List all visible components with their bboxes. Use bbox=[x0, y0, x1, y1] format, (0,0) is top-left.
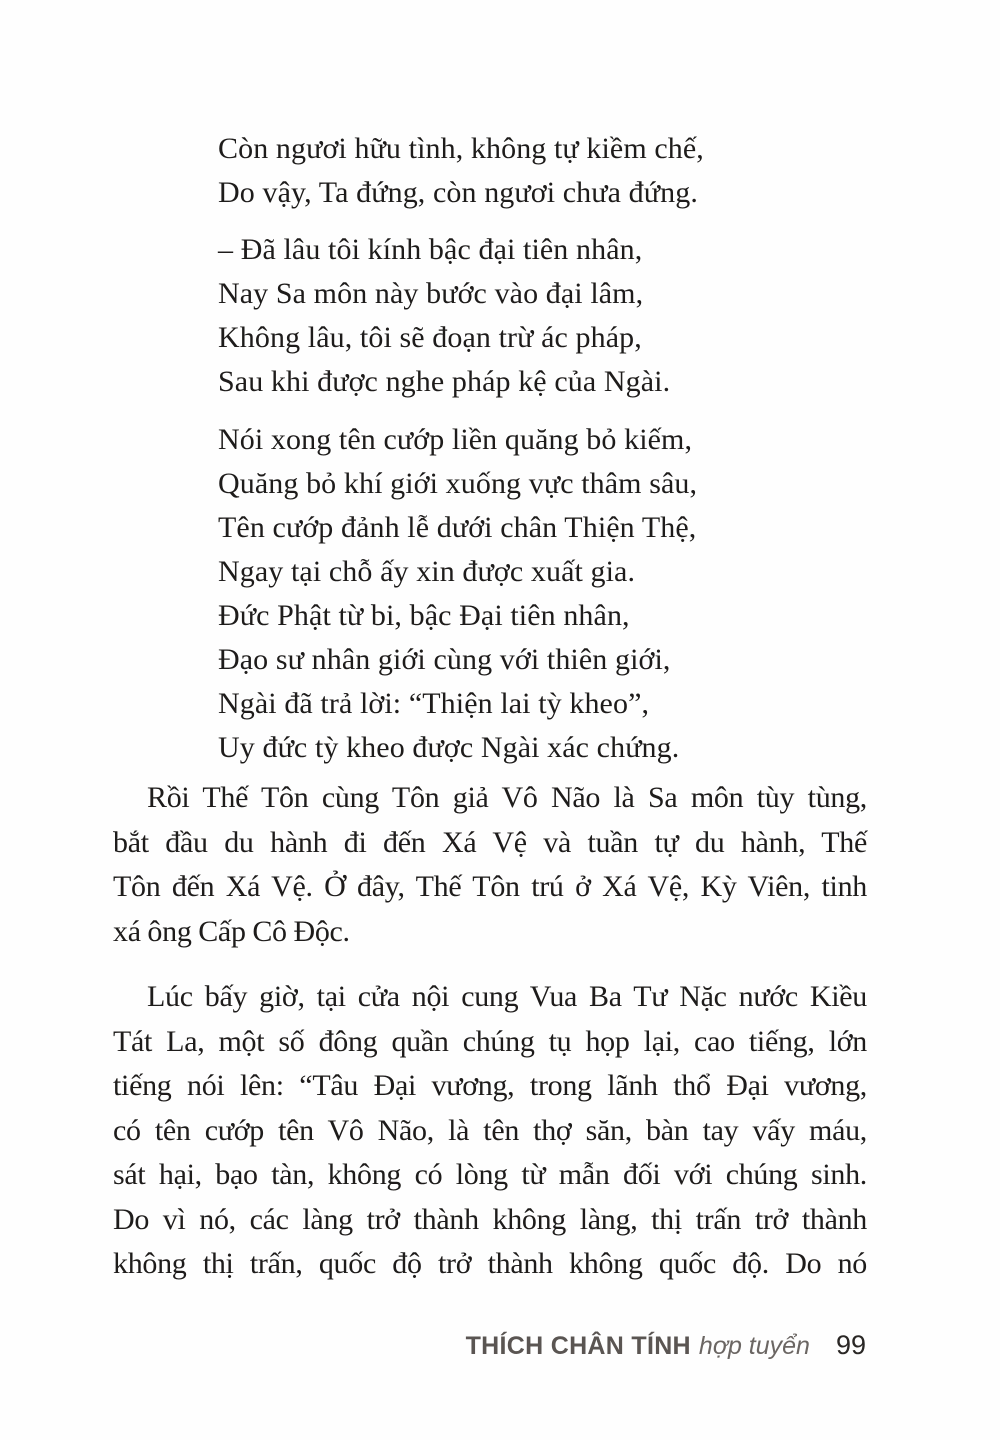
verse-line: Nay Sa môn này bước vào đại lâm, bbox=[218, 277, 644, 310]
paragraph-line: có tên cướp tên Vô Não, là tên thợ săn, bàn tay vấy máu, bbox=[113, 1113, 867, 1147]
paragraph-line: Rồi Thế Tôn cùng Tôn giả Vô Não là Sa môn tùy tùng, bbox=[147, 781, 867, 814]
footer-subtitle: hợp tuyển bbox=[698, 1332, 810, 1360]
verse-line: Không lâu, tôi sẽ đoạn trừ ác pháp, bbox=[218, 321, 642, 354]
paragraph-line: Tát La, một số đông quần chúng tụ họp lại, cao tiếng, lớn bbox=[113, 1024, 867, 1058]
paragraph-line: xá ông Cấp Cô Độc. bbox=[113, 914, 350, 948]
verse-stanza-2 bbox=[218, 228, 858, 404]
verse-line: Sau khi được nghe pháp kệ của Ngài. bbox=[218, 365, 671, 398]
page-footer bbox=[466, 1330, 866, 1361]
verse-line: Còn ngươi hữu tình, không tự kiềm chế, bbox=[218, 132, 704, 165]
paragraph-line: Tôn đến Xá Vệ. Ở đây, Thế Tôn trú ở Xá Vệ, Kỳ Viên, tinh bbox=[113, 870, 867, 903]
verse-stanza-3 bbox=[218, 418, 858, 770]
paragraph-2 bbox=[113, 975, 867, 1287]
paragraph-line: sát hại, bạo tàn, không có lòng từ mẫn đối với chúng sinh. bbox=[113, 1158, 867, 1191]
paragraph-1 bbox=[113, 776, 867, 954]
verse-line: Đạo sư nhân giới cùng với thiên giới, bbox=[218, 643, 671, 676]
paragraph-line: Lúc bấy giờ, tại cửa nội cung Vua Ba Tư Nặc nước Kiều bbox=[147, 980, 867, 1013]
verse-line: Quăng bỏ khí giới xuống vực thâm sâu, bbox=[218, 467, 698, 500]
paragraph-line: tiếng nói lên: “Tâu Đại vương, trong lãnh thổ Đại vương, bbox=[113, 1069, 867, 1102]
verse-line: Uy đức tỳ kheo được Ngài xác chứng. bbox=[218, 731, 680, 764]
verse-line: Tên cướp đảnh lễ dưới chân Thiện Thệ, bbox=[218, 511, 697, 544]
page-number: 99 bbox=[835, 1330, 866, 1360]
verse-line: Nói xong tên cướp liền quăng bỏ kiếm, bbox=[218, 423, 693, 456]
footer-author: THÍCH CHÂN TÍNH bbox=[465, 1332, 691, 1360]
verse-line: Ngay tại chỗ ấy xin được xuất gia. bbox=[218, 555, 636, 588]
verse-stanza-1 bbox=[218, 127, 858, 215]
verse-line: Đức Phật từ bi, bậc Đại tiên nhân, bbox=[218, 599, 630, 632]
paragraph-line: Do vì nó, các làng trở thành không làng, thị trấn trở thành bbox=[113, 1202, 867, 1236]
paragraph-line: bắt đầu du hành đi đến Xá Vệ và tuần tự du hành, Thế bbox=[113, 825, 867, 859]
verse-line: Do vậy, Ta đứng, còn ngươi chưa đứng. bbox=[218, 176, 698, 209]
verse-line: – Đã lâu tôi kính bậc đại tiên nhân, bbox=[218, 233, 643, 266]
verse-line: Ngài đã trả lời: “Thiện lai tỳ kheo”, bbox=[218, 687, 650, 720]
paragraph-line: không thị trấn, quốc độ trở thành không quốc độ. Do nó bbox=[113, 1247, 867, 1280]
